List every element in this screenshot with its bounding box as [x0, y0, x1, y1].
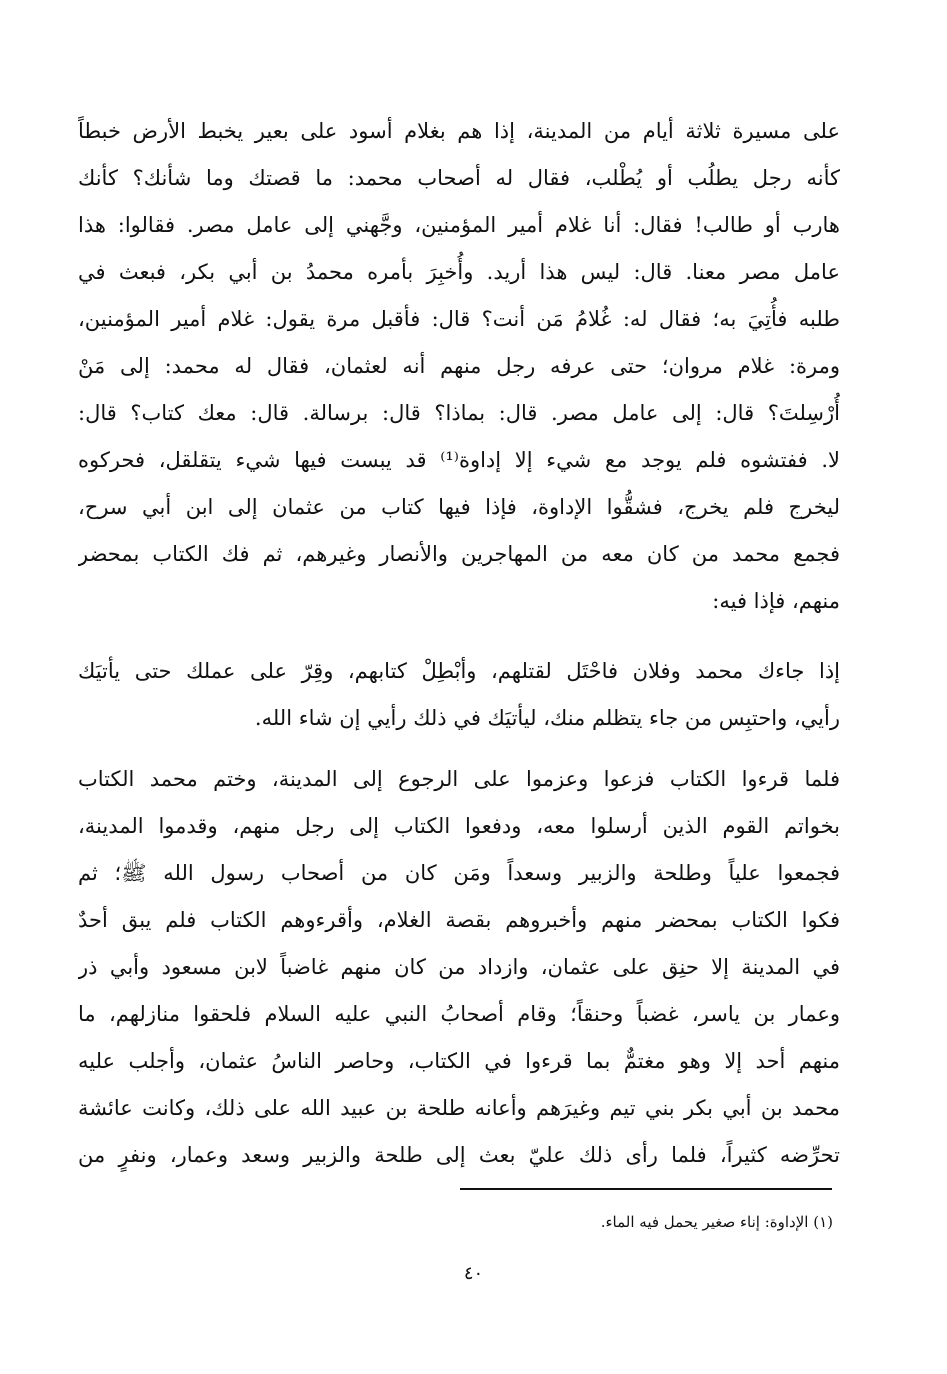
- footnote-divider: [460, 1188, 832, 1190]
- text-line: ومرة: غلام مروان؛ حتى عرفه رجل منهم أنه لعثمان، فقال له محمد: إلى مَنْ: [78, 354, 840, 378]
- text-line: كأنه رجل يطلُب أو يُطْلب، فقال له أصحاب محمد: ما قصتك وما شأنك؟ كأنك: [78, 166, 840, 190]
- text-line: رأيي، واحتبِس من جاء يتظلم منك، ليأتيَك في ذلك رأيي إن شاء الله.: [254, 706, 840, 730]
- text-line: هارب أو طالب! فقال: أنا غلام أمير المؤمنين، وجَّهني إلى عامل مصر. فقالوا: هذا: [78, 213, 840, 237]
- text-line: فجمع محمد من كان معه من المهاجرين والأنصار وغيرهم، ثم فك الكتاب بمحضر: [78, 542, 840, 566]
- footnote: (١) الإداوة: إناء صغير يحمل فيه الماء.: [600, 1213, 833, 1231]
- text-line: لا. ففتشوه فلم يوجد مع شيء إلا إداوة⁽¹⁾ قد يبست فيها شيء يتقلقل، فحركوه: [78, 448, 840, 472]
- text-line: عامل مصر معنا. قال: ليس هذا أريد. وأُخبِرَ بأمره محمدُ بن أبي بكر، فبعث في: [78, 260, 840, 284]
- text-line: تحرِّضه كثيراً، فلما رأى ذلك عليّ بعث إلى طلحة والزبير وسعد وعمار، ونفرٍ من: [78, 1143, 840, 1167]
- paragraph-1: [78, 108, 840, 625]
- text-line: طلبه فأُتِيَ به؛ فقال له: غُلامُ مَن أنت؟ قال: فأقبل مرة يقول: غلام أمير المؤمنين،: [78, 307, 840, 331]
- paragraph-2: [78, 756, 840, 1179]
- text-line: محمد بن أبي بكر بني تيم وغيرَهم وأعانه طلحة بن عبيد الله على ذلك، وكانت عائشة: [78, 1096, 840, 1120]
- text-line: فجمعوا علياً وطلحة والزبير وسعداً ومَن كان من أصحاب رسول الله ﷺ؛ ثم: [78, 861, 840, 885]
- text-line: فكوا الكتاب بمحضر منهم وأخبروهم بقصة الغلام، وأقرءوهم الكتاب فلم يبق أحدٌ: [78, 908, 840, 932]
- text-line: فلما قرءوا الكتاب فزعوا وعزموا على الرجوع إلى المدينة، وختم محمد الكتاب: [78, 767, 840, 791]
- text-line: على مسيرة ثلاثة أيام من المدينة، إذا هم بغلام أسود على بعير يخبط الأرض خبطاً: [78, 119, 840, 143]
- text-line: بخواتم القوم الذين أرسلوا معه، ودفعوا الكتاب إلى رجل منهم، وقدموا المدينة،: [78, 814, 840, 838]
- text-line: منهم، فإذا فيه:: [712, 589, 840, 613]
- page-number: ٤٠: [463, 1263, 484, 1284]
- text-line: وعمار بن ياسر، غضباً وحنقاً؛ وقام أصحابُ النبي عليه السلام فلحقوا منازلهم، ما: [78, 1002, 840, 1026]
- text-line: في المدينة إلا حنِق على عثمان، وازداد من كان منهم غاضباً لابن مسعود وأبي ذر: [78, 955, 840, 979]
- text-line: منهم أحد إلا وهو مغتمٌّ بما قرءوا في الكتاب، وحاصر الناسُ عثمان، وأجلب عليه: [78, 1049, 840, 1073]
- quoted-letter: [78, 648, 840, 742]
- text-line: إذا جاءك محمد وفلان فاحْتَل لقتلهم، وأبْطِلْ كتابهم، وقِرّ على عملك حتى يأتيَك: [78, 659, 840, 683]
- text-line: ليخرج فلم يخرج، فشقُّوا الإداوة، فإذا فيها كتاب من عثمان إلى ابن أبي سرح،: [78, 495, 840, 519]
- text-line: أُرْسِلتَ؟ قال: إلى عامل مصر. قال: بماذا؟ قال: برسالة. قال: معك كتاب؟ قال:: [78, 401, 840, 425]
